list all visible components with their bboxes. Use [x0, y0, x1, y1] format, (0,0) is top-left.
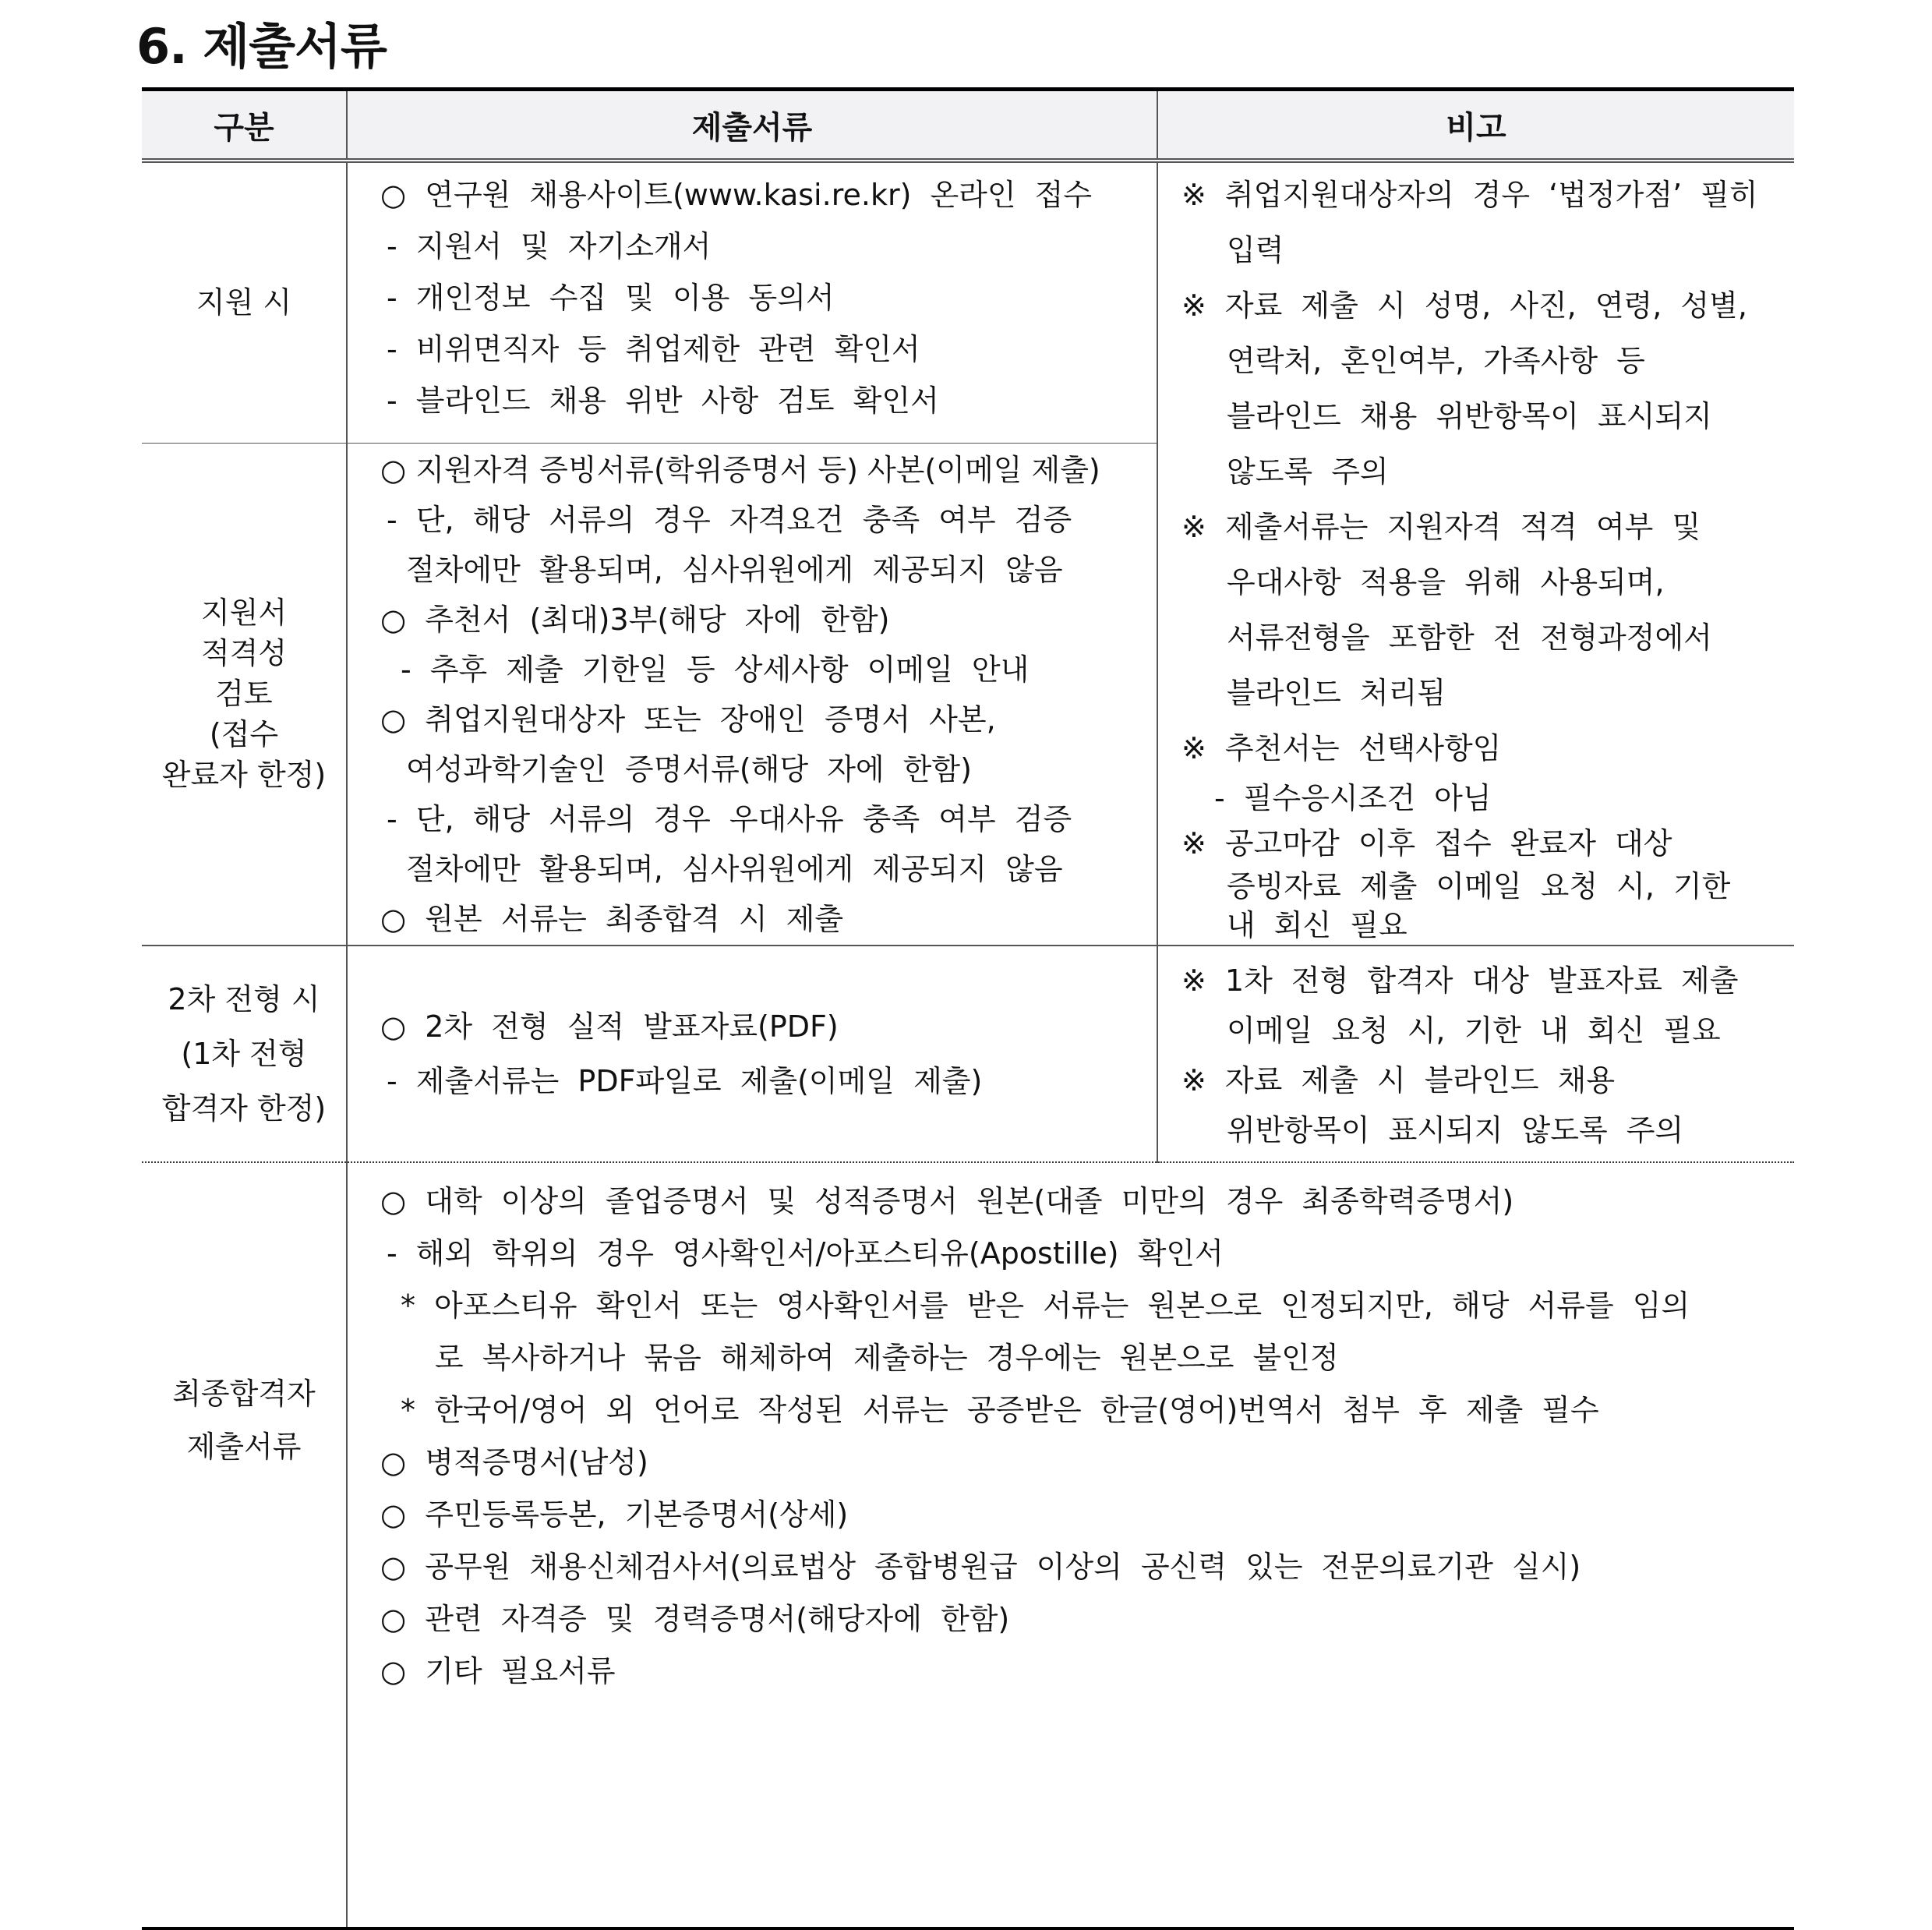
category-line: (접수	[209, 717, 279, 752]
doc-line: - 제출서류는 PDF파일로 제출(이메일 제출)	[387, 1064, 983, 1098]
category-line: 2차 전형 시	[168, 982, 320, 1016]
doc-line: ○ 공무원 채용신체검사서(의료법상 종합병원급 이상의 공신력 있는 전문의료기관 실시)	[380, 1550, 1581, 1584]
category-line: 지원 시	[196, 285, 292, 320]
doc-line: 여성과학기술인 증명서류(해당 자에 한함)	[406, 751, 972, 786]
note-line: ※ 취업지원대상자의 경우 ‘법정가점’ 필히	[1181, 178, 1758, 212]
category-line: 적격성	[200, 636, 288, 671]
note-line: 서류전형을 포함한 전 전형과정에서	[1227, 620, 1712, 655]
doc-line: - 단, 해당 서류의 경우 우대사유 충족 여부 검증	[387, 801, 1072, 836]
page-title: 6. 제출서류	[136, 18, 387, 75]
row-documents	[347, 161, 1157, 443]
doc-line: ○ 병적증명서(남성)	[380, 1445, 648, 1479]
doc-line: ○ 지원자격 증빙서류(학위증명서 등) 사본(이메일 제출)	[380, 452, 1100, 487]
note-line: ※ 1차 전형 합격자 대상 발표자료 제출	[1181, 963, 1739, 998]
note-line: 블라인드 채용 위반항목이 표시되지	[1227, 399, 1712, 433]
row-notes	[1157, 946, 1794, 1162]
doc-line: ○ 주민등록등본, 기본증명서(상세)	[380, 1497, 849, 1532]
doc-line: ○ 2차 전형 실적 발표자료(PDF)	[380, 1009, 839, 1044]
category-line: 최종합격자	[172, 1377, 316, 1411]
doc-line: 절차에만 활용되며, 심사위원에게 제공되지 않음	[406, 851, 1063, 886]
header-category: 구분	[142, 90, 347, 161]
doc-line: - 단, 해당 서류의 경우 자격요건 충족 여부 검증	[387, 502, 1072, 537]
doc-line: - 비위면직자 등 취업제한 관련 확인서	[387, 332, 920, 366]
row-category	[142, 443, 347, 946]
doc-line: ○ 취업지원대상자 또는 장애인 증명서 사본,	[380, 702, 996, 737]
category-line: 완료자 한정)	[161, 758, 327, 793]
note-line: 않도록 주의	[1227, 454, 1389, 489]
documents-table	[142, 87, 1794, 1930]
category-line: 지원서	[200, 596, 288, 631]
note-line: 이메일 요청 시, 기한 내 회신 필요	[1227, 1013, 1721, 1048]
table-row	[142, 946, 1794, 1162]
row-category	[142, 1162, 347, 1928]
row-notes	[1157, 161, 1794, 946]
category-line: (1차 전형	[181, 1037, 307, 1071]
doc-line: ○ 연구원 채용사이트(www.kasi.re.kr) 온라인 접수	[380, 178, 1093, 212]
notes-block	[1158, 163, 1794, 945]
row-documents	[347, 443, 1157, 946]
table-header-row	[142, 90, 1794, 161]
note-line: 위반항목이 표시되지 않도록 주의	[1227, 1113, 1684, 1147]
note-line: ※ 자료 제출 시 블라인드 채용	[1181, 1063, 1616, 1098]
note-line: 내 회신 필요	[1227, 908, 1407, 942]
table-row	[142, 1162, 1794, 1928]
note-line: ※ 제출서류는 지원자격 적격 여부 및	[1181, 510, 1701, 544]
note-line: 입력	[1227, 233, 1284, 267]
header-documents: 제출서류	[347, 90, 1157, 161]
doc-line: 절차에만 활용되며, 심사위원에게 제공되지 않음	[406, 552, 1063, 587]
doc-line: ○ 기타 필요서류	[380, 1654, 616, 1688]
doc-line: ○ 대학 이상의 졸업증명서 및 성적증명서 원본(대졸 미만의 경우 최종학력증명서)	[380, 1184, 1514, 1218]
note-line: 증빙자료 제출 이메일 요청 시, 기한	[1227, 869, 1731, 903]
doc-line: * 한국어/영어 외 언어로 작성된 서류는 공증받은 한글(영어)번역서 첨부 후 제출 필수	[401, 1393, 1599, 1427]
doc-line: ○ 원본 서류는 최종합격 시 제출	[380, 901, 844, 936]
note-line: ※ 자료 제출 시 성명, 사진, 연령, 성별,	[1181, 288, 1747, 323]
row-documents	[347, 946, 1157, 1162]
row-category	[142, 161, 347, 443]
doc-line: - 지원서 및 자기소개서	[387, 229, 712, 263]
doc-line: - 해외 학위의 경우 영사확인서/아포스티유(Apostille) 확인서	[387, 1236, 1224, 1271]
note-line: ※ 공고마감 이후 접수 완료자 대상	[1181, 826, 1672, 861]
row-category	[142, 946, 347, 1162]
doc-line: - 개인정보 수집 및 이용 동의서	[387, 281, 835, 315]
doc-line: - 블라인드 채용 위반 사항 검토 확인서	[387, 384, 939, 418]
category-line: 제출서류	[186, 1430, 302, 1464]
doc-line: * 아포스티유 확인서 또는 영사확인서를 받은 서류는 원본으로 인정되지만, 해당 서류를 임의	[401, 1288, 1690, 1323]
row-documents	[347, 1162, 1794, 1928]
doc-line: 로 복사하거나 묶음 해체하여 제출하는 경우에는 원본으로 불인정	[435, 1341, 1339, 1375]
doc-line: ○ 관련 자격증 및 경력증명서(해당자에 한함)	[380, 1602, 1010, 1636]
table-row	[142, 161, 1794, 443]
notes-block	[1158, 946, 1794, 1155]
category-line: 검토	[215, 677, 273, 712]
note-line: 연락처, 혼인여부, 가족사항 등	[1227, 344, 1645, 378]
header-notes: 비고	[1157, 90, 1794, 161]
doc-line: ○ 추천서 (최대)3부(해당 자에 한함)	[380, 602, 890, 637]
note-line: ※ 추천서는 선택사항임	[1181, 731, 1502, 765]
note-line: 블라인드 처리됨	[1227, 676, 1446, 710]
category-line: 합격자 한정)	[161, 1091, 327, 1126]
note-line: - 필수응시조건 아님	[1214, 781, 1492, 815]
note-line: 우대사항 적용을 위해 사용되며,	[1227, 565, 1665, 599]
doc-line: - 추후 제출 기한일 등 상세사항 이메일 안내	[401, 652, 1030, 687]
